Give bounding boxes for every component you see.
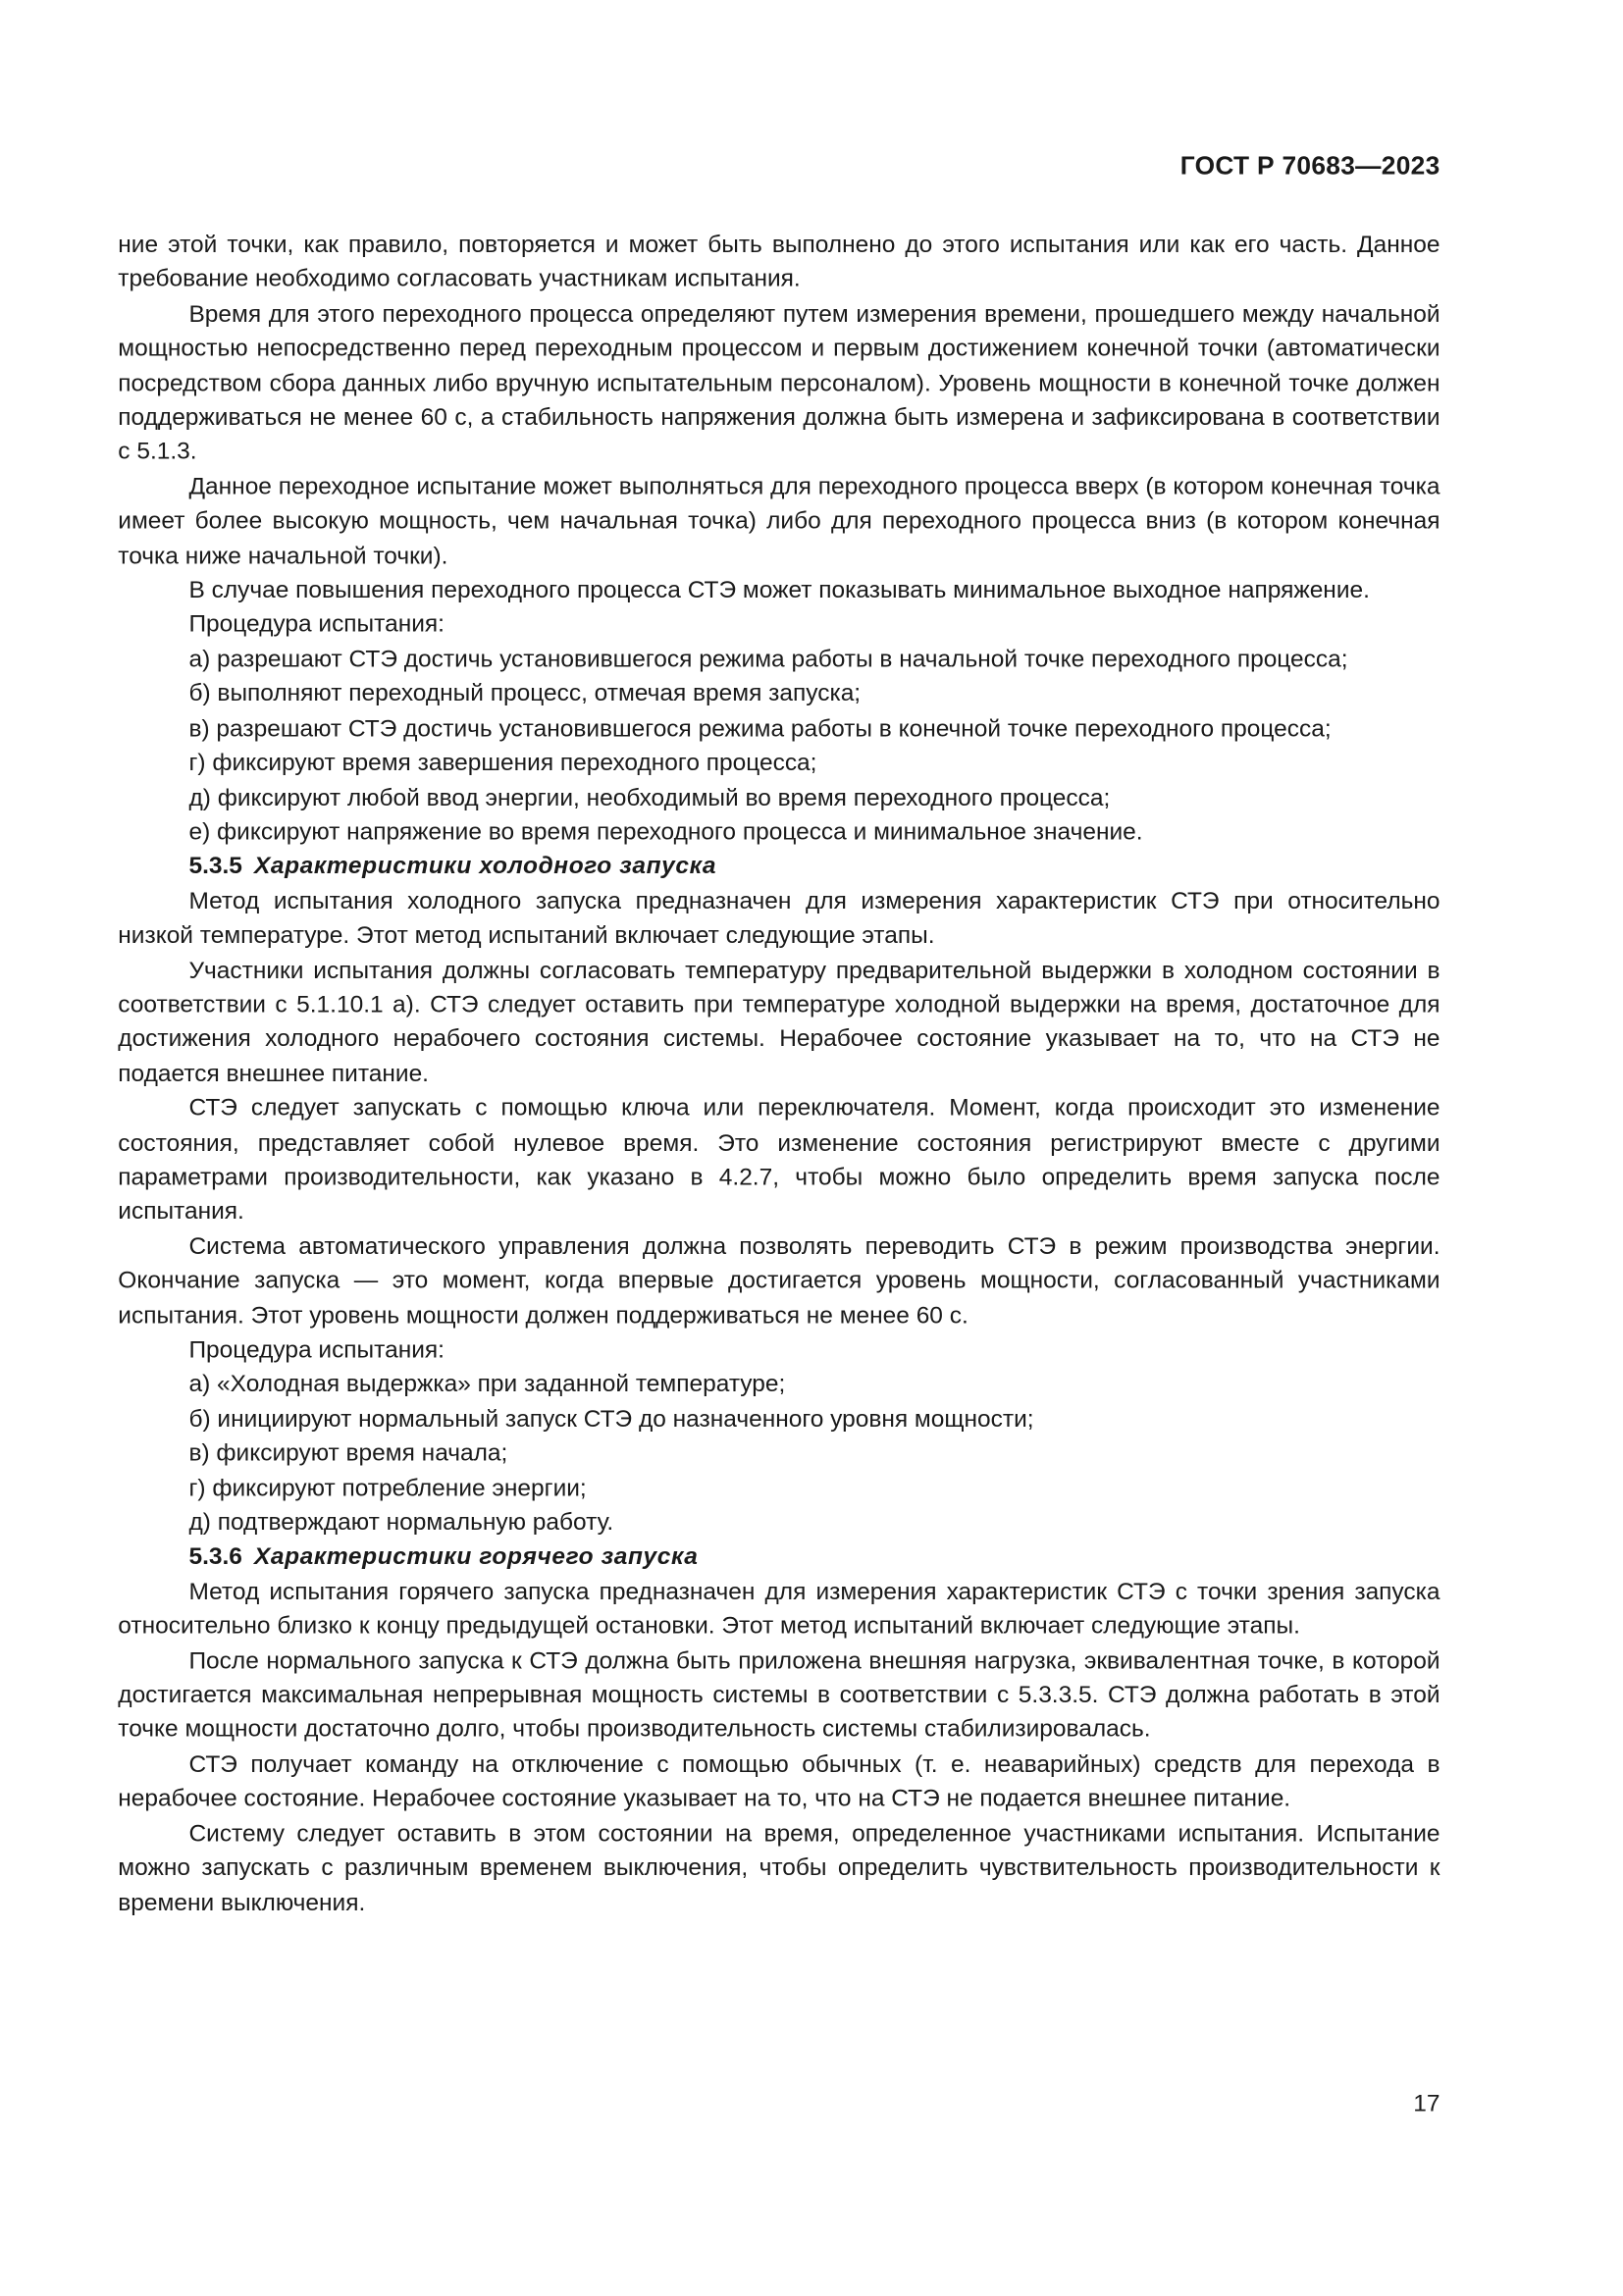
section-heading (118, 851, 1440, 885)
paragraph: Данное переходное испытание может выполняться для переходного процесса вверх (в котором конечная точка имеет более высокую мощность, чем начальная точка) либо для переходного процесса вниз (в котором конечная точка ниже начальной точки). (118, 473, 1440, 569)
paragraph: СТЭ получает команду на отключение с помощью обычных (т. е. неаварийных) средств для перехода в нерабочее состояние. Нерабочее состояние указывает на то, что на СТЭ не подается внешнее питание. (118, 1750, 1440, 1812)
list-item: а) «Холодная выдержка» при заданной температуре; (188, 1371, 786, 1398)
paragraph: Систему следует оставить в этом состоянии на время, определенное участниками испытания. Испытание можно запускать с различным временем выключения, чтобы определить чувствительность производительности к времени выключения. (118, 1819, 1440, 1916)
list-item: г) фиксируют потребление энергии; (188, 1475, 587, 1502)
section-number: 5.3.6 (188, 1543, 242, 1571)
list-item: д) фиксируют любой ввод энергии, необходимый во время переходного процесса; (188, 784, 1111, 811)
section-number: 5.3.5 (188, 853, 242, 880)
procedure-label: Процедура испытания: (188, 1336, 445, 1364)
list-item: е) фиксируют напряжение во время переходного процесса и минимальное значение. (188, 818, 1143, 846)
list-item: д) подтверждают нормальную работу. (188, 1509, 614, 1537)
list-item: а) разрешают СТЭ достичь установившегося режима работы в начальной точке переходного процесса; (188, 646, 1348, 673)
document-id-header: ГОСТ Р 70683—2023 (1179, 150, 1440, 181)
paragraph: СТЭ следует запускать с помощью ключа или переключателя. Момент, когда происходит это изменение состояния, представляет собой нулевое время. Это изменение состояния регистрируют вместе с другими параметрами производительности, как указано в 4.2.7, чтобы можно было определить время запуска после испытания. (118, 1094, 1440, 1226)
list-item: в) фиксируют время начала; (188, 1439, 508, 1467)
paragraph: После нормального запуска к СТЭ должна быть приложена внешняя нагрузка, эквивалентная точке, в которой достигается максимальная непрерывная мощность системы в соответствии с 5.3.3.5. СТЭ должна работать в этой точке мощности достаточно долго, чтобы производительность системы стабилизировалась. (118, 1647, 1440, 1744)
section-heading (118, 1540, 1440, 1575)
section-title: Характеристики горячего запуска (253, 1543, 699, 1571)
list-item: г) фиксируют время завершения переходного процесса; (188, 749, 817, 777)
paragraph: Участники испытания должны согласовать температуру предварительной выдержки в холодном состоянии в соответствии с 5.1.10.1 а). СТЭ следует оставить при температуре холодной выдержки на время, достаточное для достижения холодного нерабочего состояния системы. Нерабочее состояние указывает на то, что на СТЭ не подается внешнее питание. (118, 957, 1440, 1087)
document-body (118, 229, 1440, 1920)
paragraph: Метод испытания холодного запуска предназначен для измерения характеристик СТЭ при относительно низкой температуре. Этот метод испытаний включает следующие этапы. (118, 887, 1440, 950)
list-item: в) разрешают СТЭ достичь установившегося режима работы в конечной точке переходного процесса; (188, 714, 1332, 742)
paragraph: В случае повышения переходного процесса СТЭ может показывать минимальное выходное напряжение. (188, 577, 1370, 604)
procedure-label: Процедура испытания: (188, 611, 445, 639)
paragraph: Система автоматического управления должна позволять переводить СТЭ в режим производства энергии. Окончание запуска — это момент, когда впервые достигается уровень мощности, согласованный участниками испытания. Этот уровень мощности должен поддерживаться не менее 60 с. (118, 1232, 1440, 1330)
paragraph: Метод испытания горячего запуска предназначен для измерения характеристик СТЭ с точки зрения запуска относительно близко к концу предыдущей остановки. Этот метод испытаний включает следующие этапы. (118, 1578, 1440, 1640)
paragraph: ние этой точки, как правило, повторяется и может быть выполнено до этого испытания или как его часть. Данное требование необходимо согласовать участникам испытания. (118, 232, 1440, 293)
list-item: б) выполняют переходный процесс, отмечая время запуска; (188, 680, 862, 707)
paragraph: Время для этого переходного процесса определяют путем измерения времени, прошедшего между начальной мощностью непосредственно перед переходным процессом и первым достижением конечной точки (автоматически посредством сбора данных либо вручную испытательным персоналом). Уровень мощности в конечной точке должен поддерживаться не менее 60 с, а стабильность напряжения должна быть измерена и зафиксирована в соответствии с 5.1.3. (118, 300, 1440, 466)
section-title: Характеристики холодного запуска (253, 853, 717, 880)
list-item: б) инициируют нормальный запуск СТЭ до назначенного уровня мощности; (188, 1405, 1034, 1433)
page-number: 17 (1413, 2090, 1440, 2117)
